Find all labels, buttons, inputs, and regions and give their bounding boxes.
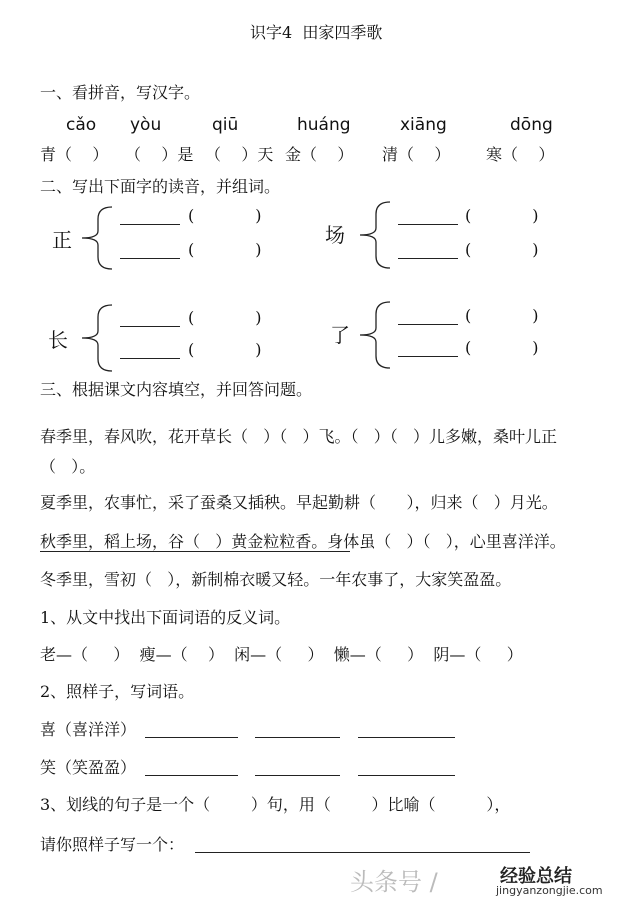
watermark-source: 头条号 / [350, 868, 438, 896]
answer-line[interactable] [145, 775, 238, 776]
blank-item-3: （ ）天 [205, 145, 274, 164]
watermark-url: jingyanzongjie.com [496, 884, 603, 897]
pinyin-4: huáng [297, 115, 351, 135]
answer-line[interactable] [195, 852, 530, 853]
pinyin-paren: ( ) [465, 306, 539, 325]
sentence-underline [40, 551, 350, 552]
pinyin-3: qiū [212, 115, 239, 135]
question-3: 3、划线的句子是一个（ ）句，用（ ）比喻（ ）， [40, 795, 511, 814]
question-3-prompt: 请你照样子写一个： [40, 835, 185, 854]
blank-item-4: 金（ ） [285, 145, 354, 164]
blank-item-6: 寒（ ） [486, 145, 555, 164]
example-xi: 喜（喜洋洋） [40, 720, 137, 739]
pinyin-paren: ( ) [188, 240, 262, 259]
poem-summer: 夏季里，农事忙，采了蚕桑又插秧。早起勤耕（ ），归来（ ）月光。 [40, 493, 558, 512]
answer-line[interactable] [398, 356, 458, 357]
question-2: 2、照样子，写词语。 [40, 682, 195, 701]
char-chang2: 长 [48, 328, 68, 352]
blank-item-5: 清（ ） [382, 145, 451, 164]
pinyin-paren: ( ) [465, 206, 539, 225]
char-le: 了 [330, 323, 350, 347]
blank-item-1: 青（ ） [40, 145, 109, 164]
answer-line[interactable] [120, 326, 180, 327]
pinyin-1: cǎo [66, 115, 97, 135]
question-1: 1、从文中找出下面词语的反义词。 [40, 608, 291, 627]
answer-line[interactable] [120, 224, 180, 225]
pinyin-paren: ( ) [465, 240, 539, 259]
pinyin-paren: ( ) [188, 206, 262, 225]
blank-item-2: （ ）是 [125, 145, 194, 164]
poem-spring-cont: （ ）。 [40, 457, 96, 476]
pinyin-6: dōng [510, 115, 553, 135]
watermark-site: 经验总结 [500, 866, 572, 887]
brace-icon [78, 303, 114, 373]
answer-line[interactable] [398, 224, 458, 225]
pinyin-5: xiāng [400, 115, 447, 135]
pinyin-paren: ( ) [465, 338, 539, 357]
brace-icon [356, 300, 392, 370]
poem-autumn: 秋季里，稻上场，谷（ ）黄金粒粒香。身体虽（ ）（ ），心里喜洋洋。 [40, 532, 566, 551]
answer-line[interactable] [120, 358, 180, 359]
poem-winter: 冬季里，雪初（ ），新制棉衣暖又轻。一年农事了，大家笑盈盈。 [40, 570, 512, 589]
answer-line[interactable] [255, 775, 340, 776]
char-zheng: 正 [52, 228, 72, 252]
answer-line[interactable] [145, 737, 238, 738]
answer-line[interactable] [255, 737, 340, 738]
char-chang: 场 [325, 223, 345, 247]
example-xiao: 笑（笑盈盈） [40, 758, 137, 777]
page-title: 识字4 田家四季歌 [250, 23, 383, 42]
answer-line[interactable] [358, 737, 455, 738]
brace-icon [78, 205, 114, 271]
pinyin-2: yòu [130, 115, 162, 135]
section2-heading: 二、写出下面字的读音，并组词。 [40, 177, 281, 196]
section3-heading: 三、根据课文内容填空，并回答问题。 [40, 380, 313, 399]
pinyin-paren: ( ) [188, 340, 262, 359]
answer-line[interactable] [398, 324, 458, 325]
section1-heading: 一、看拼音，写汉字。 [40, 83, 201, 102]
answer-line[interactable] [120, 258, 180, 259]
antonym-items: 老—（ ） 瘦—（ ） 闲—（ ） 懒—（ ） 阴—（ ） [40, 645, 523, 664]
brace-icon [356, 200, 392, 270]
answer-line[interactable] [398, 258, 458, 259]
answer-line[interactable] [358, 775, 455, 776]
poem-spring: 春季里，春风吹，花开草长（ ）（ ）飞。（ ）（ ）儿多嫩，桑叶儿正 [40, 427, 558, 446]
pinyin-paren: ( ) [188, 308, 262, 327]
